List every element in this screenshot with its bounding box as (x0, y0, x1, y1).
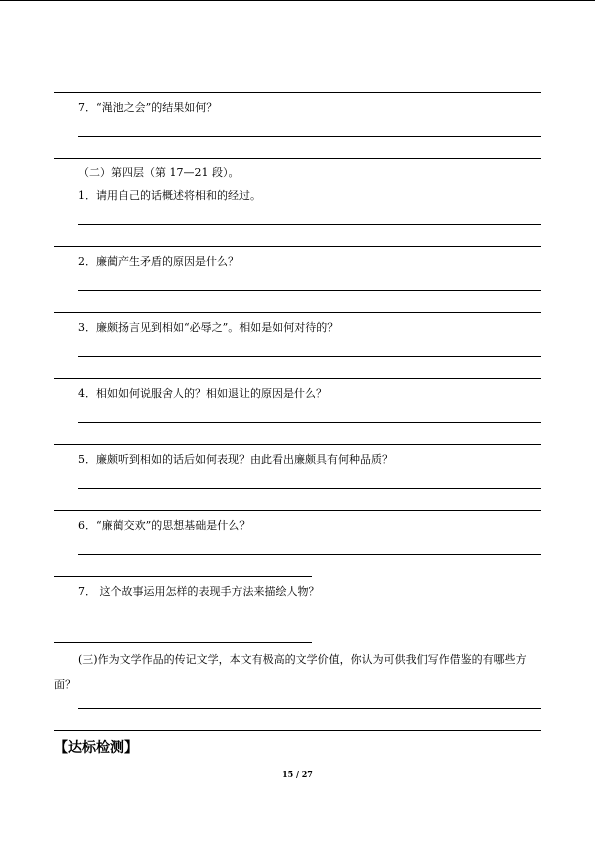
question-6: 6．“廉蔺交欢”的思想基础是什么？ (78, 519, 251, 532)
answer-line (54, 158, 541, 159)
answer-line (78, 224, 541, 225)
answer-line (54, 576, 312, 577)
answer-line (78, 356, 541, 357)
page-number: 15 / 27 (282, 769, 313, 779)
section-heading: 【达标检测】 (54, 740, 138, 756)
answer-line (54, 246, 541, 247)
section-3-question: (三)作为文学作品的传记文学，本文有极高的文学价值，你认为可供我们写作借鉴的有哪些方面？ (54, 653, 527, 691)
question-3: 3．廉颇扬言见到相如“必辱之”。相如是如何对待的？ (78, 321, 339, 334)
answer-line (78, 290, 541, 291)
answer-line (78, 708, 541, 709)
section-title-part4: （二）第四层（第 17—21 段）。 (78, 166, 240, 179)
answer-line (54, 444, 541, 445)
answer-line (54, 642, 312, 643)
question-2: 2．廉蔺产生矛盾的原因是什么？ (78, 255, 239, 268)
answer-line (54, 92, 541, 93)
answer-line (54, 378, 541, 379)
answer-line (78, 422, 541, 423)
answer-line (54, 730, 541, 731)
answer-line (54, 510, 541, 511)
question-5: 5．廉颇听到相如的话后如何表现？由此看出廉颇具有何种品质？ (78, 453, 393, 466)
page-top-border (0, 0, 595, 1)
question-4: 4．相如如何说服舍人的？相如退让的原因是什么？ (78, 387, 327, 400)
answer-line (78, 554, 541, 555)
answer-line (54, 312, 541, 313)
question-1: 1．请用自己的话概述将相和的经过。 (78, 189, 261, 202)
question-7-part4: 7． 这个故事运用怎样的表现手方法来描绘人物？ (78, 585, 320, 598)
question-7: 7．“渑池之会”的结果如何？ (78, 101, 218, 114)
answer-line (78, 488, 541, 489)
answer-line (78, 136, 541, 137)
